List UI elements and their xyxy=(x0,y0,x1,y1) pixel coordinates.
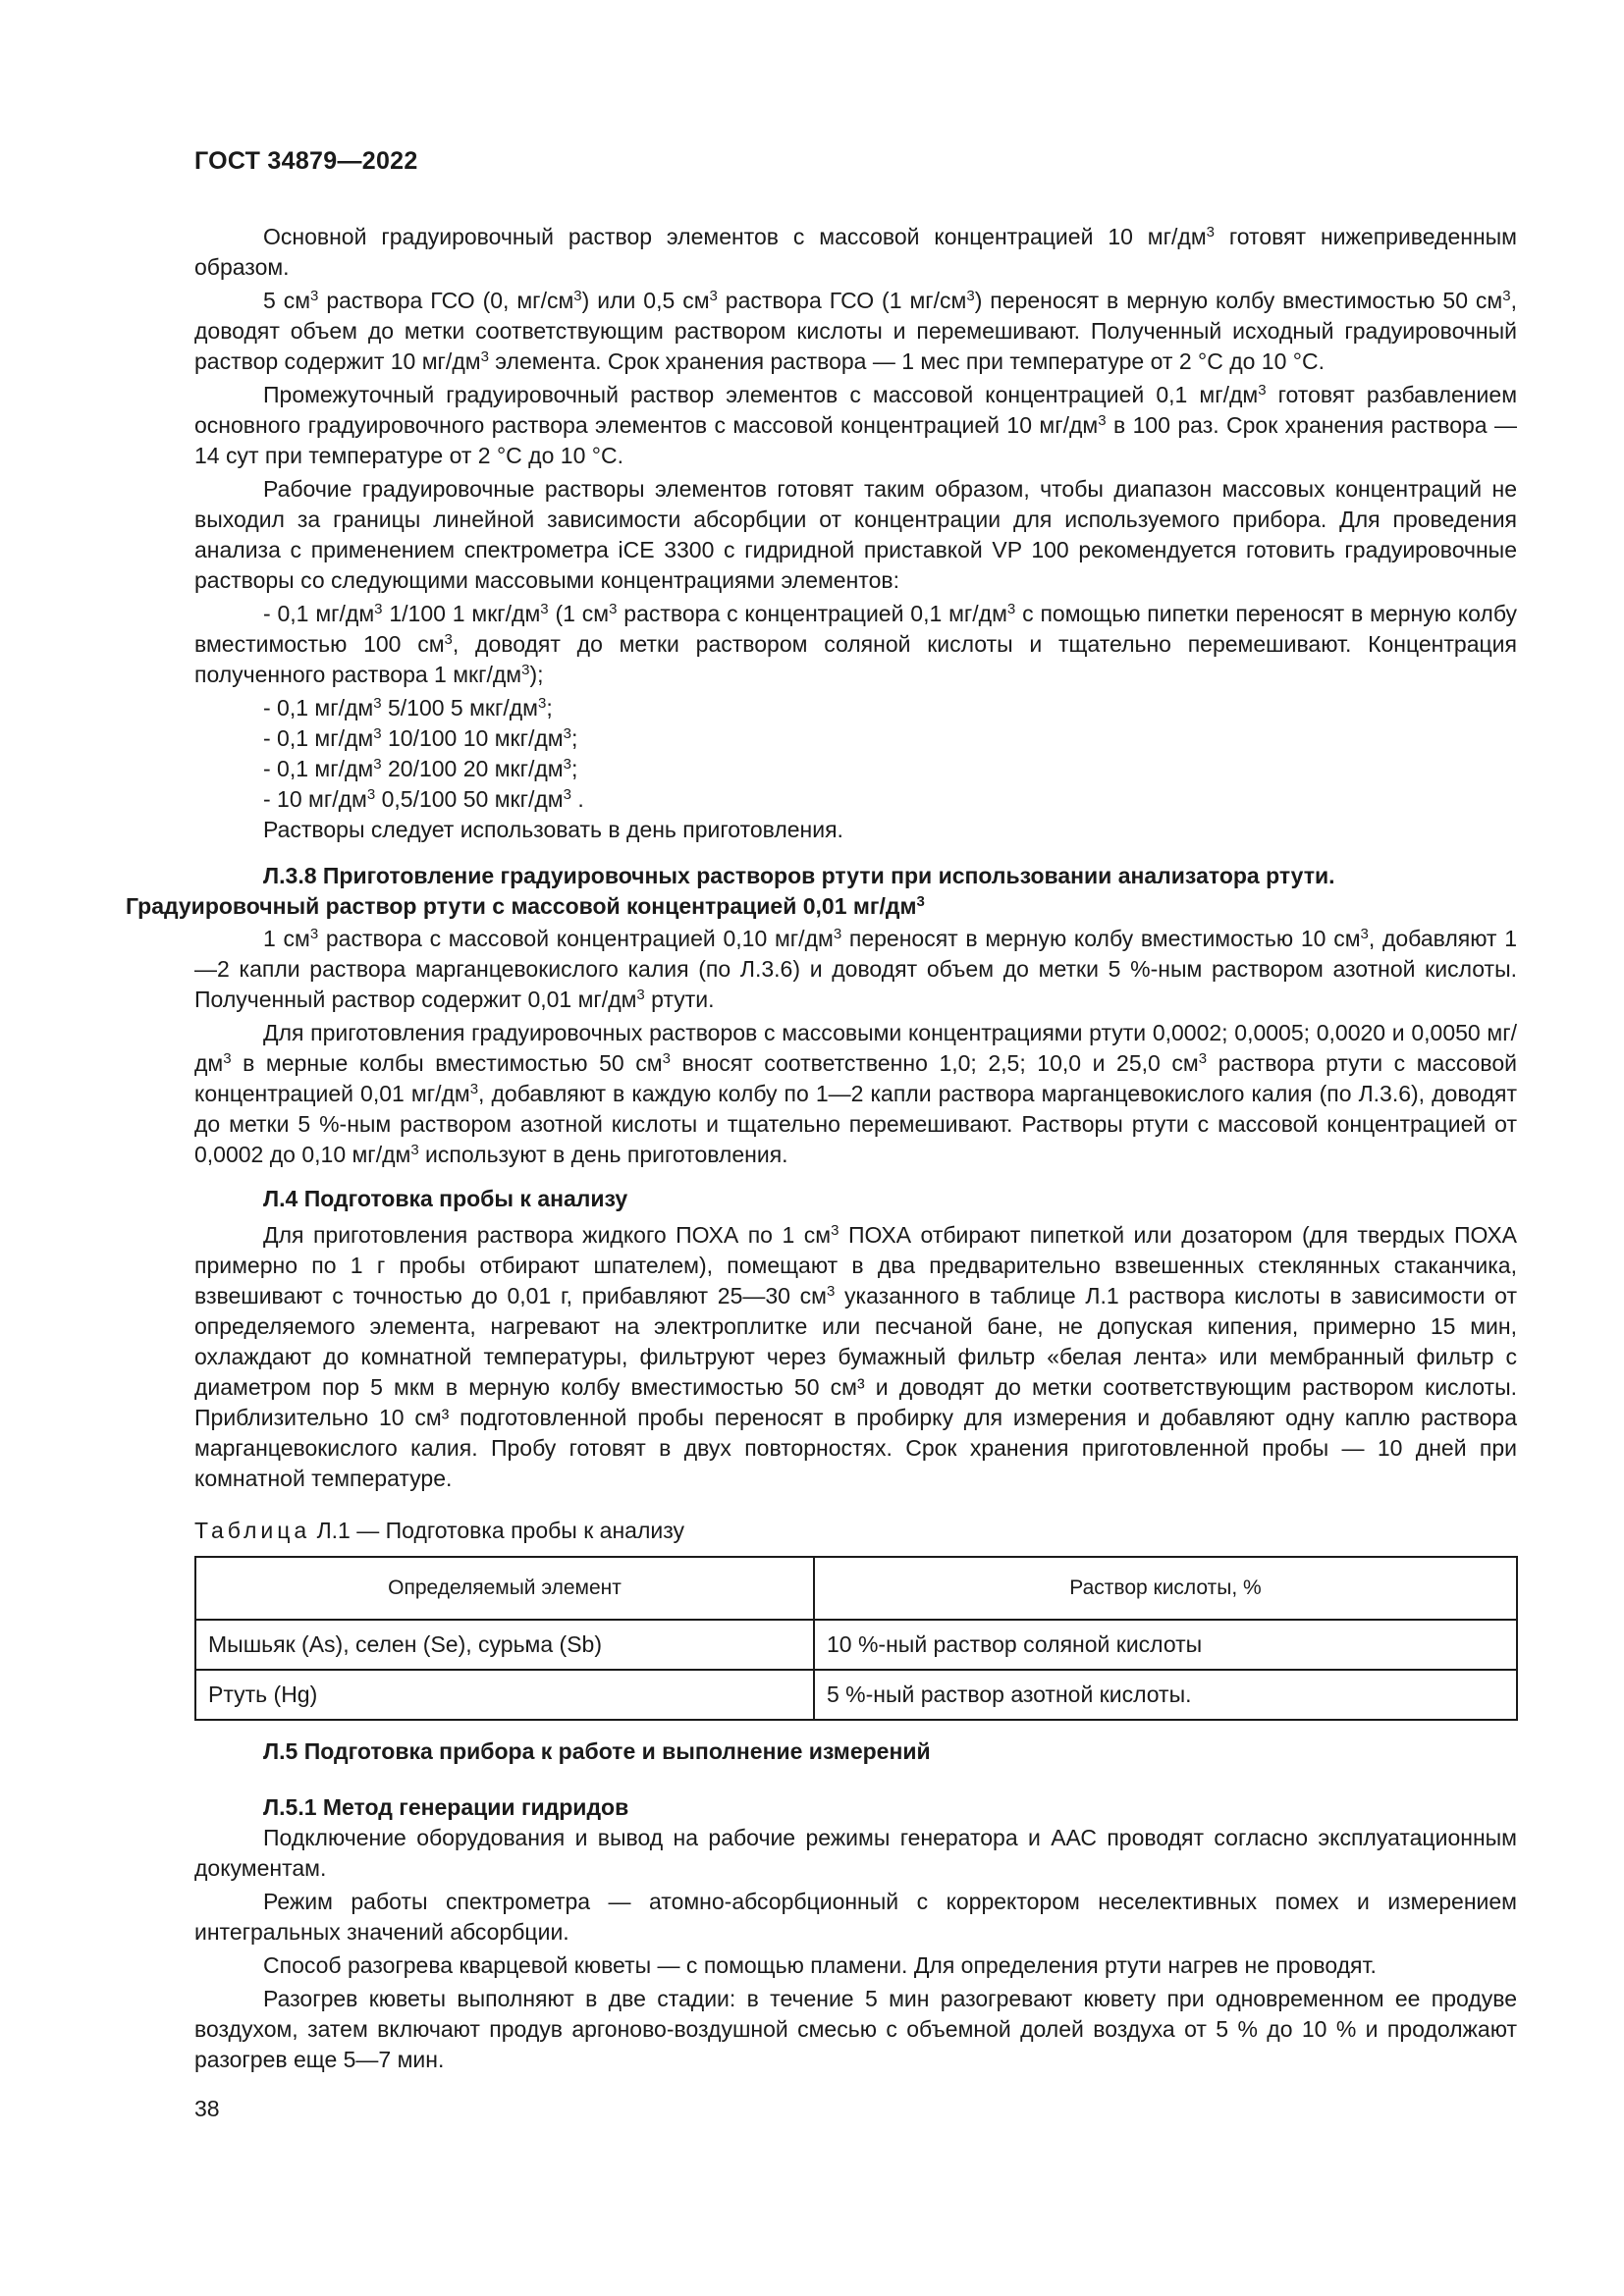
superscript-3: 3 xyxy=(480,348,489,365)
superscript-3: 3 xyxy=(826,1283,836,1300)
superscript-3: 3 xyxy=(573,288,582,304)
superscript-3: 3 xyxy=(521,662,530,678)
document-page xyxy=(126,147,1518,2078)
superscript-3: 3 xyxy=(444,631,453,648)
superscript-3: 3 xyxy=(540,601,549,617)
superscript-3: 3 xyxy=(373,756,382,773)
paragraph: Подключение оборудования и вывод на рабочие режимы генератора и ААС проводят согласно эксплуатационным документам. xyxy=(194,1825,1517,1881)
superscript-3: 3 xyxy=(223,1050,232,1067)
superscript-3: 3 xyxy=(636,987,645,1003)
superscript-3: 3 xyxy=(966,288,975,304)
paragraph: Режим работы спектрометра — атомно-абсорбционный с корректором неселективных помех и измерением интегральных значений абсорбции. xyxy=(194,1889,1517,1945)
paragraph: 5 $см^3$ раствора ГСО (0, $мг/см^3$) или 0,5 $см^3$ раствора ГСО (1 $мг/см^3$) переносят в мерную колбу вместимостью 50 $см^3$, доводят объем до метки соответствующим раствором кислоты и перемешивают. Полученный исходный градуировочный раствор содержит 10 $мг/дм^3$ элемента. Срок хранения раствора — 1 мес при температуре от 2 °C до 10 °C. xyxy=(194,288,1517,374)
superscript-3: 3 xyxy=(709,288,718,304)
table-caption-word: Таблица xyxy=(194,1518,311,1543)
subsection-heading: Л.5.1 Метод генерации гидридов xyxy=(263,1794,629,1820)
superscript-3: 3 xyxy=(1360,926,1369,942)
list-item: - 10 $мг/дм^3$ 0,5/100 50 мкг/$дм^3$ . xyxy=(263,786,584,812)
table-header-row xyxy=(195,1557,1517,1620)
table-caption-title: Л.1 — Подготовка пробы к анализу xyxy=(310,1518,685,1543)
paragraph: Разогрев кюветы выполняют в две стадии: в течение 5 мин разогревают кювету при одновременном ее продуве воздухом, затем включают продув аргоново-воздушной смесью с объемной долей воздуха от 5 % до 10 % и продолжают разогрев еще 5—7 мин. xyxy=(194,1986,1517,2072)
paragraph: Растворы следует использовать в день приготовления. xyxy=(263,817,843,842)
column-header: Раствор кислоты, % xyxy=(814,1557,1517,1620)
superscript-3: 3 xyxy=(1206,224,1215,240)
list-item: - 0,1 $мг/дм^3$ 20/100 20 мкг/$дм^3$; xyxy=(263,756,578,781)
table-cell: 5 %-ный раствор азотной кислоты. xyxy=(814,1670,1517,1720)
page-number: 38 xyxy=(194,2096,220,2121)
superscript-3: 3 xyxy=(373,695,382,712)
superscript-3: 3 xyxy=(1006,601,1016,617)
superscript-3: 3 xyxy=(563,786,571,803)
table-cell: Ртуть (Hg) xyxy=(195,1670,814,1720)
superscript-3: 3 xyxy=(1502,288,1511,304)
superscript-3: 3 xyxy=(609,601,618,617)
superscript-3: 3 xyxy=(833,926,842,942)
table-row xyxy=(195,1670,1517,1720)
superscript-3: 3 xyxy=(1098,412,1107,429)
superscript-3: 3 xyxy=(366,786,376,803)
superscript-3: 3 xyxy=(1198,1050,1208,1067)
superscript-3: 3 xyxy=(309,926,319,942)
table-row xyxy=(195,1620,1517,1670)
superscript-3: 3 xyxy=(538,695,547,712)
paragraph: 1 $см^3$ раствора с массовой концентрацией 0,10 $мг/дм^3$ переносят в мерную колбу вместимостью 10 $см^3$, добавляют 1—2 капли раствора марганцевокислого калия (по Л.3.6) и доводят объем до метки 5 %-ным раствором азотной кислоты. Полученный раствор содержит 0,01 $мг/дм^3$ ртути. xyxy=(194,926,1517,1012)
section-heading xyxy=(126,861,1517,922)
list-item: - 0,1 $мг/дм^3$ 10/100 10 мкг/$дм^3$; xyxy=(263,725,578,751)
paragraph: Для приготовления раствора жидкого ПОХА по 1 $см^3$ ПОХА отбирают пипеткой или дозатором (для твердых ПОХА примерно по 1 г пробы отбирают шпателем), помещают в два предварительно взвешенных стеклянных стаканчика, взвешивают с точностью до 0,01 г, прибавляют 25—30 $см^3$ указанного в таблице Л.1 раствора кислоты в зависимости от определяемого элемента, нагревают на электроплитке или песчаной бане, не допуская кипения, примерно 15 мин, охлаждают до комнатной температуры, фильтруют через бумажный фильтр «белая лента» или мембранный фильтр с диаметром пор 5 мкм в мерную колбу вместимостью 50 см³ и доводят до метки соответствующим раствором кислоты. Приблизительно 10 см³ подготовленной пробы переносят в пробирку для измерения и добавляют одну каплю раствора марганцевокислого калия. Пробу готовят в двух повторностях. Срок хранения приготовленной пробы — 10 дней при комнатной температуре. xyxy=(194,1222,1518,1491)
superscript-3: 3 xyxy=(373,725,382,742)
heading-line-1: Л.3.8 Приготовление градуировочных растворов ртути при использовании анализатора ртути. xyxy=(263,863,1335,888)
superscript-3: 3 xyxy=(831,1222,839,1239)
paragraph: Рабочие градуировочные растворы элементов готовят таким образом, чтобы диапазон массовых концентраций не выходил за границы линейной зависимости абсорбции от концентрации для используемого прибора. Для проведения анализа с применением спектрометра iCE 3300 с гидридной приставкой VP 100 рекомендуется готовить градуировочные растворы со следующими массовыми концентрациями элементов: xyxy=(194,476,1517,593)
paragraph: Промежуточный градуировочный раствор элементов с массовой концентрацией 0,1 $мг/дм^3$ готовят разбавлением основного градуировочного раствора элементов с массовой концентрацией 10 $мг/дм^3$ в 100 раз. Срок хранения раствора — 14 сут при температуре от 2 °C до 10 °C. xyxy=(194,382,1518,468)
paragraph: Основной градуировочный раствор элементов с массовой концентрацией 10 $мг/дм^3$ готовят нижеприведенным образом. xyxy=(194,224,1517,280)
superscript-3: 3 xyxy=(374,601,383,617)
superscript-3: 3 xyxy=(410,1142,419,1158)
superscript-3: 3 xyxy=(310,288,319,304)
document-header: ГОСТ 34879—2022 xyxy=(194,147,418,175)
superscript-3: 3 xyxy=(563,756,571,773)
heading-line-2: Градуировочный раствор ртути с массовой концентрацией 0,01 $мг/дм^3$ xyxy=(126,893,925,919)
section-heading: Л.5 Подготовка прибора к работе и выполнение измерений xyxy=(263,1738,931,1764)
superscript-3: 3 xyxy=(1258,382,1267,399)
section-heading: Л.4 Подготовка пробы к анализу xyxy=(263,1186,628,1211)
table-cell: 10 %-ный раствор соляной кислоты xyxy=(814,1620,1517,1670)
table-l1 xyxy=(194,1556,1518,1721)
table-cell: Мышьяк (As), селен (Se), сурьма (Sb) xyxy=(195,1620,814,1670)
paragraph: Для приготовления градуировочных растворов с массовыми концентрациями ртути 0,0002; 0,0005; 0,0020 и 0,0050 $мг/дм^3$ в мерные колбы вместимостью 50 $см^3$ вносят соответственно 1,0; 2,5; 10,0 и 25,0 $см^3$ раствора ртути с массовой концентрацией 0,01 $мг/дм^3$, добавляют в каждую колбу по 1—2 капли раствора марганцевокислого калия (по Л.3.6), доводят до метки 5 %-ным раствором азотной кислоты и тщательно перемешивают. Растворы ртути с массовой концентрацией от 0,0002 до 0,10 $мг/дм^3$ используют в день приготовления. xyxy=(194,1020,1517,1167)
superscript-3: 3 xyxy=(563,725,571,742)
column-header: Определяемый элемент xyxy=(195,1557,814,1620)
list-item: - 0,1 $мг/дм^3$ 5/100 5 мкг/$дм^3$; xyxy=(263,695,553,721)
table-caption xyxy=(194,1516,1517,1546)
superscript-3: 3 xyxy=(662,1050,671,1067)
list-item: - 0,1 $мг/дм^3$ 1/100 1 мкг/$дм^3$ (1 $см^3$ раствора с концентрацией 0,1 $мг/дм^3$ с помощью пипетки переносят в мерную колбу вместимостью 100 $см^3$, доводят до метки раствором соляной кислоты и тщательно перемешивают. Концентрация полученного раствора 1 мкг/$дм^3$); xyxy=(194,601,1517,687)
superscript-3: 3 xyxy=(469,1081,479,1097)
paragraph: Способ разогрева кварцевой кюветы — с помощью пламени. Для определения ртути нагрев не проводят. xyxy=(263,1952,1377,1978)
